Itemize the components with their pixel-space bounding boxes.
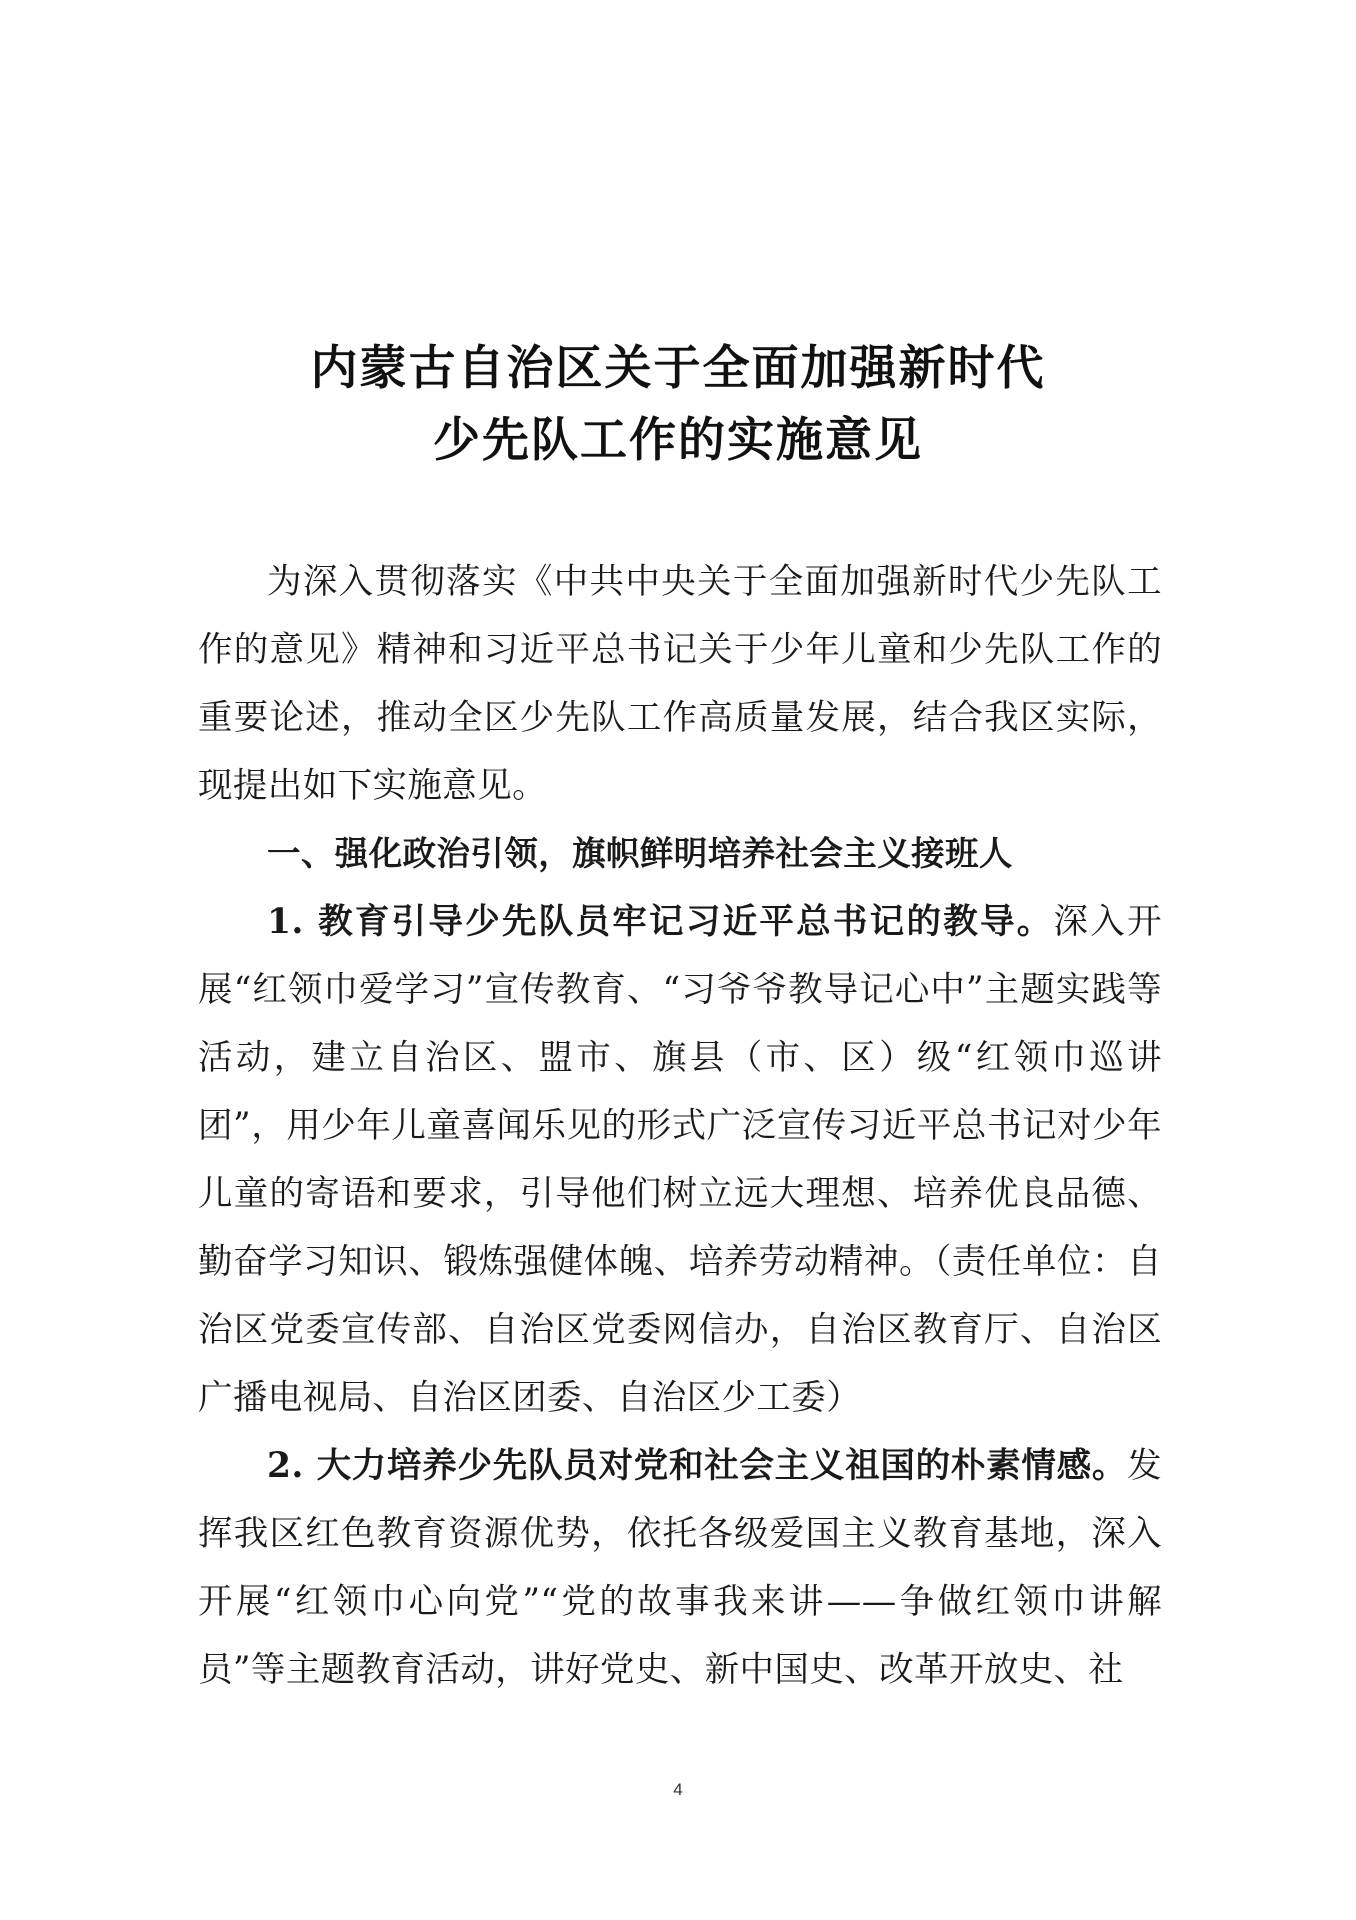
section-1-heading: 一、强化政治引领，旗帜鲜明培养社会主义接班人: [267, 834, 1013, 873]
page-number: 4: [673, 1780, 683, 1799]
item-2-text: 发挥我区红色教育资源优势，依托各级爱国主义教育基地，深入开展“红领巾心向党”“党的故事我来讲——争做红领巾讲解员”等主题教育活动，讲好党史、新中国史、改革开放史、社: [198, 1446, 1162, 1690]
document-title-line-2: 少先队工作的实施意见: [433, 413, 923, 468]
document-title-line-1: 内蒙古自治区关于全面加强新时代: [310, 341, 1046, 396]
section-1-item-1: [198, 888, 1162, 1432]
intro-paragraph: 为深入贯彻落实《中共中央关于全面加强新时代少先队工作的意见》精神和习近平总书记关于少年儿童和少先队工作的重要论述，推动全区少先队工作高质量发展，结合我区实际，现提出如下实施意见。: [198, 562, 1162, 806]
section-1-item-2: [198, 1432, 1162, 1704]
item-2-lead: 2. 大力培养少先队员对党和社会主义祖国的朴素情感。: [267, 1446, 1128, 1486]
item-1-lead: 1. 教育引导少先队员牢记习近平总书记的教导。: [267, 902, 1054, 942]
item-1-text: 深入开展“红领巾爱学习”宣传教育、“习爷爷教导记心中”主题实践等活动，建立自治区、盟市、旗县（市、区）级“红领巾巡讲团”，用少年儿童喜闻乐见的形式广泛宣传习近平总书记对少年儿童的寄语和要求，引导他们树立远大理想、培养优良品德、勤奋学习知识、锻炼强健体魄、培养劳动精神。（责任单位：自治区党委宣传部、自治区党委网信办，自治区教育厅、自治区广播电视局、自治区团委、自治区少工委）: [198, 902, 1162, 1418]
